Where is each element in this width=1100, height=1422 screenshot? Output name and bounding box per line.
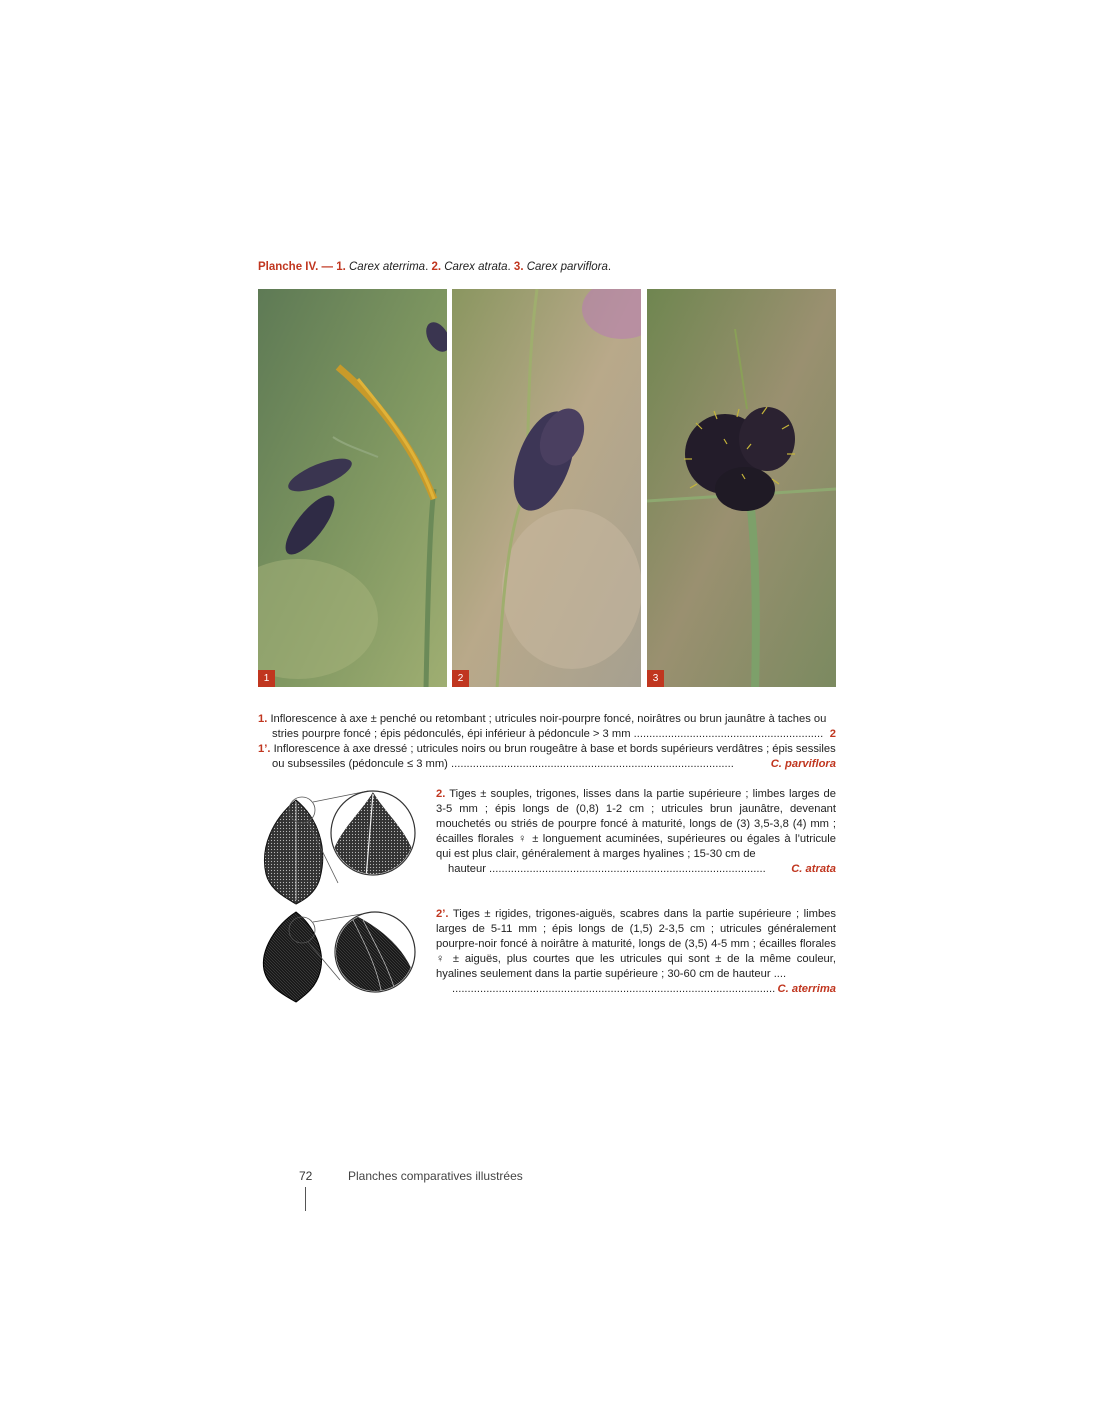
- photo-carex-aterrima: [258, 289, 447, 687]
- key-text: ou subsessiles (pédoncule ≤ 3 mm) ...........................................................................................: [272, 758, 734, 770]
- key-couplet-1: [258, 712, 836, 772]
- running-footer-title: Planches comparatives illustrées: [348, 1169, 523, 1183]
- key-species: C. atrata: [791, 863, 836, 875]
- key-species: C. parviflora: [770, 758, 836, 770]
- caption-num-1: 1.: [336, 261, 346, 273]
- key-text: Inflorescence à axe dressé ; utricules noirs ou brun rougeâtre à base et bords supérieurs verdâtres ; épis sessiles: [273, 743, 836, 755]
- plate-caption: Planche IV. — 1. Carex aterrima. 2. Carex atrata. 3. Carex parviflora.: [258, 261, 612, 273]
- key-leader: hauteur .........................................................................................: [448, 863, 766, 875]
- key-number: 2.: [436, 788, 446, 800]
- plate-label: Planche IV. —: [258, 261, 333, 273]
- caption-species-2: Carex atrata: [444, 261, 508, 273]
- photo-panel: [258, 289, 836, 687]
- key-goto: 2: [829, 728, 836, 740]
- photo-carex-parviflora: [647, 289, 836, 687]
- caption-num-2: 2.: [431, 261, 442, 273]
- key-text: stries pourpre foncé ; épis pédonculés, épi inférieur à pédoncule > 3 mm .............................................................: [272, 728, 824, 740]
- key-text: Tiges ± rigides, trigones-aiguës, scabres dans la partie supérieure ; limbes larges de 5-11 mm ; épis longs de (1,5) 2-3,5 cm ; utricules généralement pourpre-noir foncé à noirâtre à maturité, longs de (3,5) 4-5 mm ; écailles florales ♀ ± aiguës, plus courtes que les utricules qui sont ± de la même couleur, hyalines seulement dans la partie supérieure ; 30-60 cm de hauteur ....: [436, 908, 836, 980]
- key-number: 1.: [258, 713, 268, 725]
- footer-rule: [305, 1187, 306, 1211]
- photo-number: 1: [258, 670, 275, 687]
- photo-carex-atrata: [452, 289, 641, 687]
- key-number: 1’.: [258, 743, 271, 755]
- key-number: 2’.: [436, 908, 449, 920]
- caption-species-3: Carex parviflora: [526, 261, 608, 273]
- caption-num-3: 3.: [513, 261, 524, 273]
- caption-species-1: Carex aterrima: [349, 261, 426, 273]
- page-number: 72: [299, 1169, 313, 1183]
- key-couplet-2: [436, 787, 836, 877]
- photo-number: 3: [647, 670, 664, 687]
- key-couplet-2prime: [436, 907, 836, 997]
- scale-drawing-aterrima: [258, 910, 428, 1010]
- photo-number: 2: [452, 670, 469, 687]
- key-species: C. aterrima: [777, 983, 836, 995]
- scale-drawing-atrata: [258, 788, 428, 913]
- key-text: Tiges ± souples, trigones, lisses dans la partie supérieure ; limbes larges de 3-5 mm ; épis longs de (0,8) 1-2 cm ; utricules brun jaunâtre, devenant mouchetés ou striés de pourpre foncé à maturité, longs de (3) 3,5-3,8 (4) mm ; écailles florales ♀ ± longuement acuminées, supérieures ou égales à l’utricule qui est plus clair, généralement à marges hyalines ; 15-30 cm de: [436, 788, 837, 860]
- key-text: Inflorescence à axe ± penché ou retombant ; utricules noir-pourpre foncé, noirâtres ou brun jaunâtre à taches ou: [270, 713, 827, 725]
- key-leader: ........................................................................................................: [452, 983, 776, 995]
